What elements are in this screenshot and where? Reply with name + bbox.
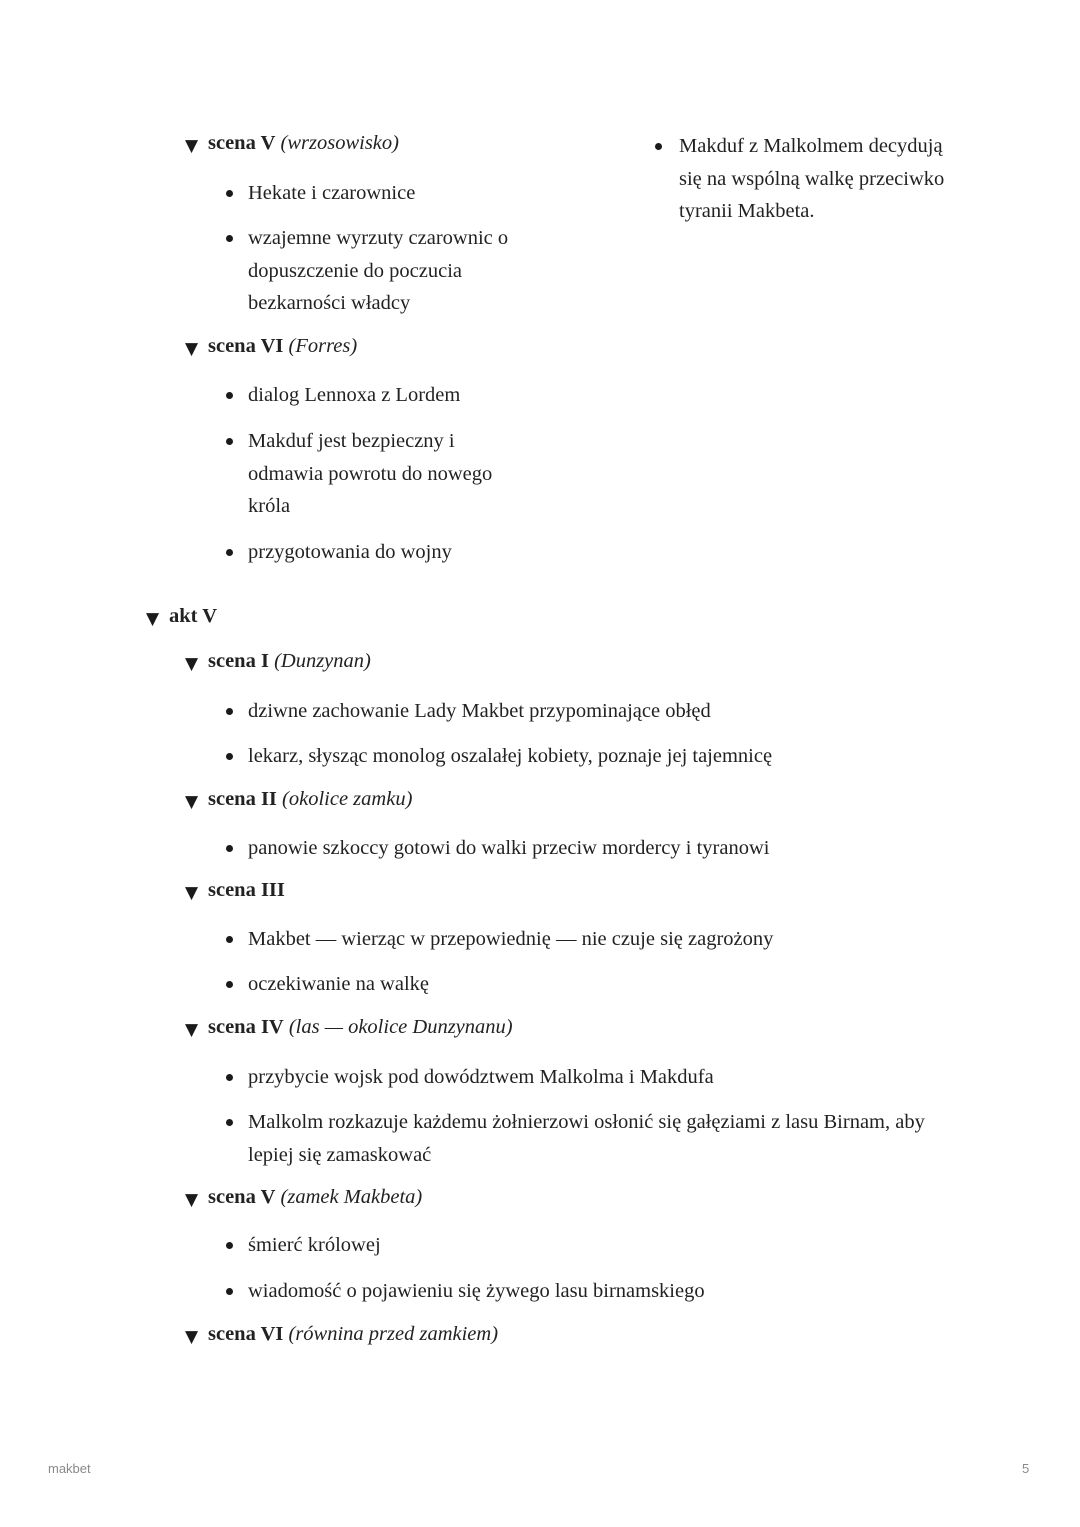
list-item: wzajemne wyrzuty czarownic o dopuszczenie do poczucia bezkarności władcy <box>248 227 509 314</box>
toggle-arrow-icon[interactable]: ▼ <box>185 883 199 903</box>
list-item: przybycie wojsk pod dowództwem Malkolma i Makdufa <box>248 1066 714 1088</box>
list-item: Hekate i czarownice <box>248 182 416 204</box>
list-item: oczekiwanie na walkę <box>248 973 429 995</box>
toggle-arrow-icon[interactable]: ▼ <box>185 792 199 812</box>
bullet-icon <box>226 1288 233 1295</box>
scene-heading <box>208 1323 498 1346</box>
toggle-arrow-icon[interactable]: ▼ <box>185 1020 199 1040</box>
scene-place: (równina przed zamkiem) <box>288 1323 499 1345</box>
list-item: Makbet — wierząc w przepowiednię — nie czuje się zagrożony <box>248 928 774 950</box>
act-label: akt V <box>169 605 218 627</box>
bullet-icon <box>226 1119 233 1126</box>
bullet-icon <box>226 753 233 760</box>
scene-label: scena I <box>208 650 269 672</box>
bullet-icon <box>226 845 233 852</box>
scene-heading <box>208 132 399 155</box>
scene-heading <box>208 335 357 358</box>
page-number: 5 <box>1022 1461 1030 1476</box>
scene-heading <box>208 1016 513 1039</box>
bullet-icon <box>226 235 233 242</box>
bullet-icon <box>655 143 662 150</box>
list-item: dialog Lennoxa z Lordem <box>248 384 461 406</box>
bullet-icon <box>226 708 233 715</box>
bullet-icon <box>226 392 233 399</box>
list-item: dziwne zachowanie Lady Makbet przypominające obłęd <box>248 700 711 722</box>
scene-label: scena II <box>208 788 277 810</box>
list-item: lekarz, słysząc monolog oszalałej kobiety, poznaje jej tajemnicę <box>248 745 773 767</box>
toggle-arrow-icon[interactable]: ▼ <box>146 609 160 629</box>
toggle-arrow-icon[interactable]: ▼ <box>185 1327 199 1347</box>
scene-label: scena V <box>208 132 276 154</box>
scene-label: scena VI <box>208 335 284 357</box>
scene-label: scena V <box>208 1186 276 1208</box>
scene-heading <box>208 788 412 811</box>
toggle-arrow-icon[interactable]: ▼ <box>185 1190 199 1210</box>
scene-place: (Forres) <box>288 335 358 357</box>
list-item: przygotowania do wojny <box>248 541 452 563</box>
scene-heading <box>208 650 371 673</box>
bullet-icon <box>226 1074 233 1081</box>
bullet-icon <box>226 1242 233 1249</box>
bullet-icon <box>226 936 233 943</box>
bullet-icon <box>226 190 233 197</box>
scene-heading <box>208 879 285 902</box>
list-item: Makduf jest bezpieczny i odmawia powrotu do nowego króla <box>248 430 493 517</box>
scene-label: scena III <box>208 879 285 901</box>
scene-place: (Dunzynan) <box>274 650 371 672</box>
scene-place: (las — okolice Dunzynanu) <box>288 1016 513 1038</box>
scene-heading <box>208 1186 422 1209</box>
bullet-icon <box>226 981 233 988</box>
scene-place: (wrzosowisko) <box>280 132 399 154</box>
bullet-icon <box>226 549 233 556</box>
act-heading <box>169 605 217 628</box>
list-item: Makduf z Malkolmem decydują się na wspólną walkę przeciwko tyranii Makbeta. <box>679 135 945 222</box>
list-item: panowie szkoccy gotowi do walki przeciw mordercy i tyranowi <box>248 837 770 859</box>
scene-place: (zamek Makbeta) <box>280 1186 423 1208</box>
bullet-icon <box>226 438 233 445</box>
list-item: wiadomość o pojawieniu się żywego lasu birnamskiego <box>248 1280 705 1302</box>
list-item: Malkolm rozkazuje każdemu żołnierzowi osłonić się gałęziami z lasu Birnam, aby lepiej się zamaskować <box>248 1111 925 1166</box>
scene-label: scena IV <box>208 1016 284 1038</box>
footer-title: makbet <box>48 1461 91 1476</box>
toggle-arrow-icon[interactable]: ▼ <box>185 654 199 674</box>
toggle-arrow-icon[interactable]: ▼ <box>185 136 199 156</box>
scene-label: scena VI <box>208 1323 284 1345</box>
scene-place: (okolice zamku) <box>282 788 413 810</box>
list-item: śmierć królowej <box>248 1234 381 1256</box>
toggle-arrow-icon[interactable]: ▼ <box>185 339 199 359</box>
